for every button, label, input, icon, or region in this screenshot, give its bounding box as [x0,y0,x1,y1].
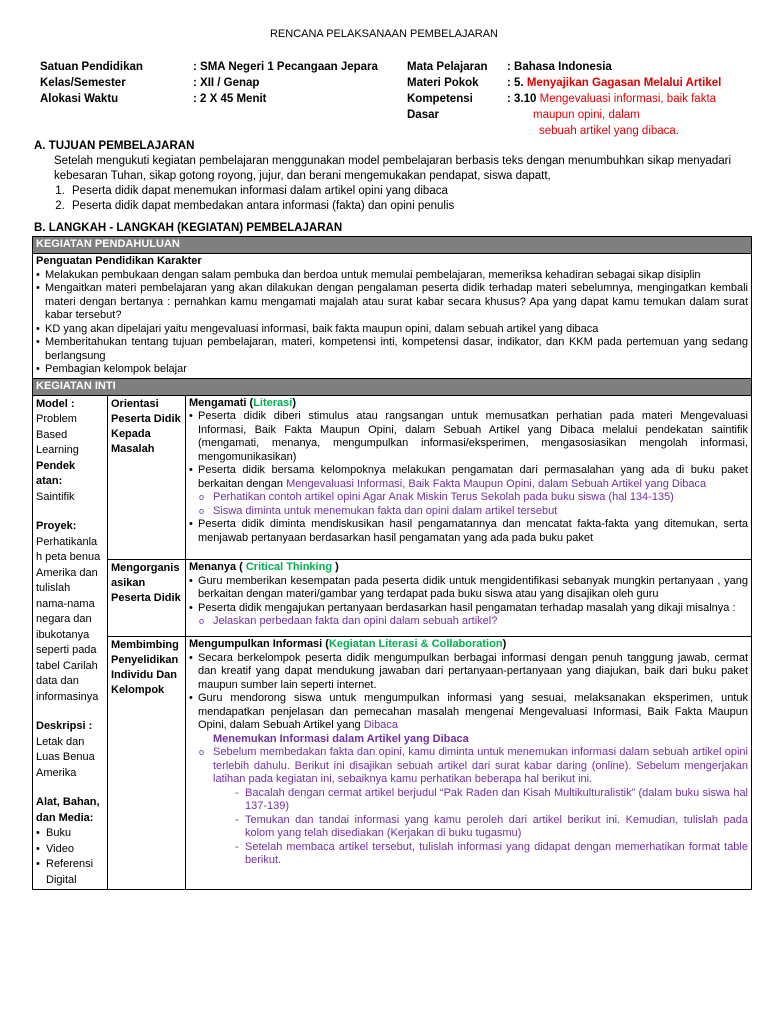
dash-item: - Setelah membaca artikel tersebut, tulislah informasi yang didapat dengan memerhatikan format table berikut. [189,841,748,868]
value-mapel: : Bahasa Indonesia [507,61,612,73]
alat-label: Alat, Bahan, dan Media: [36,796,100,824]
tujuan-intro: Setelah mengukuti kegiatan pembelajaran menggunakan model pembelajaran berbasis teks dengan menumbuhkan sikap menyadari kebesaran Tuhan, sikap gotong royong, jujur, dan berani mengemukakan pendapat, siswa dapatt, [54,155,732,182]
phase-title-tag: Critical Thinking [245,561,333,574]
phase-title-end: ) [502,638,507,651]
kd-line-2: maupun opini, dalam [533,109,640,121]
list-item: • Video [36,842,104,858]
list-item-text: Guru mendorong siswa untuk mengumpulkan informasi yang sesuai, melaksanakan eksperimen, untuk mendapatkan penjelasan dan pemecahan masalah mengenai Mengevaluasi Informasi, Baik Fakta Maupun Opini, dalam Sebuah Artikel yang [198,692,748,732]
proyek-label: Proyek: [36,520,77,532]
phase-title-end: ) [332,561,339,574]
phase-title: Mengamati ( [189,396,254,409]
dash-item: - Temukan dan tandai informasi yang kamu peroleh dari artikel berikut ini. Kemudian, tulislah pada kolom yang telah disediakan (Kerjakan di buku tugasmu) [189,814,748,841]
materi-prefix: : 5. [507,77,527,89]
header-left-labels [40,59,143,107]
phase-mengorganisasikan: Mengorganis asikan Peserta Didik [108,560,186,637]
band-pendahuluan: KEGIATAN PENDAHULUAN [33,237,752,254]
value-materi: Menyajikan Gagasan Melalui Artikel [526,77,722,89]
list-item: • Peserta didik mengajukan pertanyaan berdasarkan hasil pengamatan terhadap masalah yang dikaji misalnya : [189,602,748,616]
list-item-highlight: Mengevaluasi Informasi, Baik Fakta Maupun Opini, dalam Sebuah Artikel yang Dibaca [286,477,707,490]
proyek-value: Perhatikanla h peta benua Amerika dan tulislah nama-nama negara dan ibukotanya seperti pada tabel Carilah data dan informasinya [36,535,101,703]
phase-membimbing: Membimbing Penyelidikan Individu Dan Kelompok [108,637,186,890]
list-item: • Secara berkelompok peserta didik mengumpulkan berbagai informasi dengan penuh tanggung jawab, cermat dan kreatif yang dapat mendukung jawaban dari pertanyaan-pertanyaan yang diajukan, baik dari buku paket maupun sumber lain seperti internet. [189,652,748,693]
section-langkah-heading: B. LANGKAH - LANGKAH (KEGIATAN) PEMBELAJARAN [34,222,343,234]
alat-list [36,826,104,888]
phase-orientasi-content [186,395,752,560]
sub-item: o Sebelum membedakan fakta dan opini, kamu diminta untuk menemukan informasi dalam sebuah artikel opini terlebih dahulu. Berikut ini disajikan sebuah artikel dari surat kabar daring (online). Sebelum mengerjakan latihan pada kegiatan ini, sebaiknya kamu perhatikan beberapa hal berikut ini. [189,746,748,787]
label-satuan: Satuan Pendidikan [40,61,143,73]
tujuan-item: 2. Peserta didik dapat membedakan antara informasi (fakta) dan opini penulis [68,199,750,214]
tujuan-list [34,184,750,214]
list-item: • Referensi Digital [36,857,104,888]
phase-title-tag: Kegiatan Literasi & Collaboration [328,638,503,651]
pendekatan-label: Pendek atan: [36,459,76,487]
label-dasar: Dasar [407,109,439,121]
list-item: • KD yang akan dipelajari yaitu mengevaluasi informasi, baik fakta maupun opini, dalam sebuah artikel yang dibaca [36,323,748,337]
sub-item: o Perhatikan contoh artikel opini Agar Anak Miskin Terus Sekolah pada buku siswa (hal 134-135) [189,491,748,505]
menanya-list [189,575,748,616]
mengumpulkan-list [189,652,748,733]
mengumpulkan-sublist [189,746,748,787]
dash-item: - Bacalah dengan cermat artikel berjudul “Pak Raden dan Kisah Multikulturalistik” (dalam buku siswa hal 137-139) [189,787,748,814]
kegiatan-table [32,236,752,890]
header-right-values [507,59,721,139]
model-value: Problem Based Learning [36,413,79,456]
sub-item: o Jelaskan perbedaan fakta dan opini dalam sebuah artikel? [189,615,748,629]
list-item: • Buku [36,826,104,842]
header-left-values [193,59,378,107]
value-satuan: : SMA Negeri 1 Pecangaan Jepara [193,61,378,73]
list-item: • Peserta didik diminta mendiskusikan hasil pengamatannya dan mencatat fakta-fakta yang ditemukan, serta menjawab pertanyaan berdasarkan hasil pengamatan yang ada pada buku paket [189,518,748,545]
menanya-sublist [189,615,748,629]
phase-title: Menanya ( [189,561,246,574]
list-item: • Memberitahukan tentang tujuan pembelajaran, materi, kompetensi inti, kompetensi dasar, indikator, dan KKM pada pertemuan yang sedang berlangsung [36,336,748,363]
tujuan-item: 1. Peserta didik dapat menemukan informasi dalam artikel opini yang dibaca [68,184,750,199]
list-item: • Peserta didik diberi stimulus atau rangsangan untuk memusatkan perhatian pada materi Mengevaluasi Informasi, Baik Fakta Maupun Opini, dalam Sebuah Artikel yang Dibaca melalui pendekatan saintifik (mengamati, menanya, mengumpulkan informasi/eksperimen, mengasosiasikan mengolah informasi, mengomunikasikan) [189,410,748,464]
label-kelas: Kelas/Semester [40,77,126,89]
section-tujuan [34,139,750,214]
list-item-text: Peserta didik bersama kelompoknya melakukan pengamatan dari permasalahan yang ada di buku paket berkaitan dengan [198,464,748,490]
deskripsi-value: Letak dan Luas Benua Amerika [36,735,95,779]
mengumpulkan-dashlist [189,787,748,868]
phase-orientasi: Orientasi Peserta Didik Kepada Masalah [108,395,186,560]
label-alokasi: Alokasi Waktu [40,93,119,105]
phase-title: Mengumpulkan Informasi ( [189,638,329,651]
kd-line-1: Mengevaluasi informasi, baik fakta [539,93,717,105]
orientasi-list-after [189,518,748,545]
phase-title-end: ) [292,396,296,409]
tujuan-heading: A. TUJUAN PEMBELAJARAN [34,140,195,152]
value-kelas: : XII / Genap [193,77,260,89]
orientasi-sublist [189,491,748,518]
pendahuluan-cell [33,254,752,379]
label-mapel: Mata Pelajaran [407,61,488,73]
list-item: • Guru memberikan kesempatan pada peserta didik untuk mengidentifikasi sebanyak mungkin pertanyaan , yang berkaitan dengan materi/gambar yang terdapat pada buku siswa atau yang disajikan oleh guru [189,575,748,602]
kd-line-3: sebuah artikel yang dibaca. [539,125,680,137]
value-alokasi: : 2 X 45 Menit [193,93,267,105]
sub-item: o Siswa diminta untuk menemukan fakta dan opini dalam artikel tersebut [189,505,748,519]
mengumpulkan-subhead: Menemukan Informasi dalam Artikel yang Dibaca [213,732,469,745]
pendekatan-value: Saintifik [36,490,75,503]
pendahuluan-list [36,269,748,377]
list-item: • Pembagian kelompok belajar [36,363,748,377]
deskripsi-label: Deskripsi : [36,720,93,732]
kd-prefix: : 3.10 [507,93,540,105]
model-column [33,395,108,890]
phase-menanya-content [186,560,752,637]
phase-mengumpulkan-content [186,637,752,890]
phase-title-tag: Literasi [253,396,293,409]
label-materi: Materi Pokok [407,77,479,89]
pendahuluan-subhead: Penguatan Pendidikan Karakter [36,255,202,267]
document-title: RENCANA PELAKSANAAN PEMBELAJARAN [269,28,499,40]
list-item [189,692,748,733]
list-item-highlight: Dibaca [363,719,398,732]
list-item [189,464,748,491]
list-item: • Melakukan pembukaan dengan salam pembuka dan berdoa untuk memulai pembelajaran, memeriksa kehadiran sebagai sikap disiplin [36,269,748,283]
label-kompetensi: Kompetensi [407,93,473,105]
model-label: Model : [36,397,75,410]
orientasi-list [189,410,748,491]
header-right-labels [407,59,488,123]
list-item: • Mengaitkan materi pembelajaran yang akan dilakukan dengan pengalaman peserta didik terhadap materi sebelumnya, mengingatkan kembali materi dengan bertanya : pernahkan kamu mengamati majalah atau surat kabar secara khusus? Apa yang dapat kamu temukan dalam surat kabar tersebut? [36,282,748,323]
band-inti: KEGIATAN INTI [33,378,752,395]
